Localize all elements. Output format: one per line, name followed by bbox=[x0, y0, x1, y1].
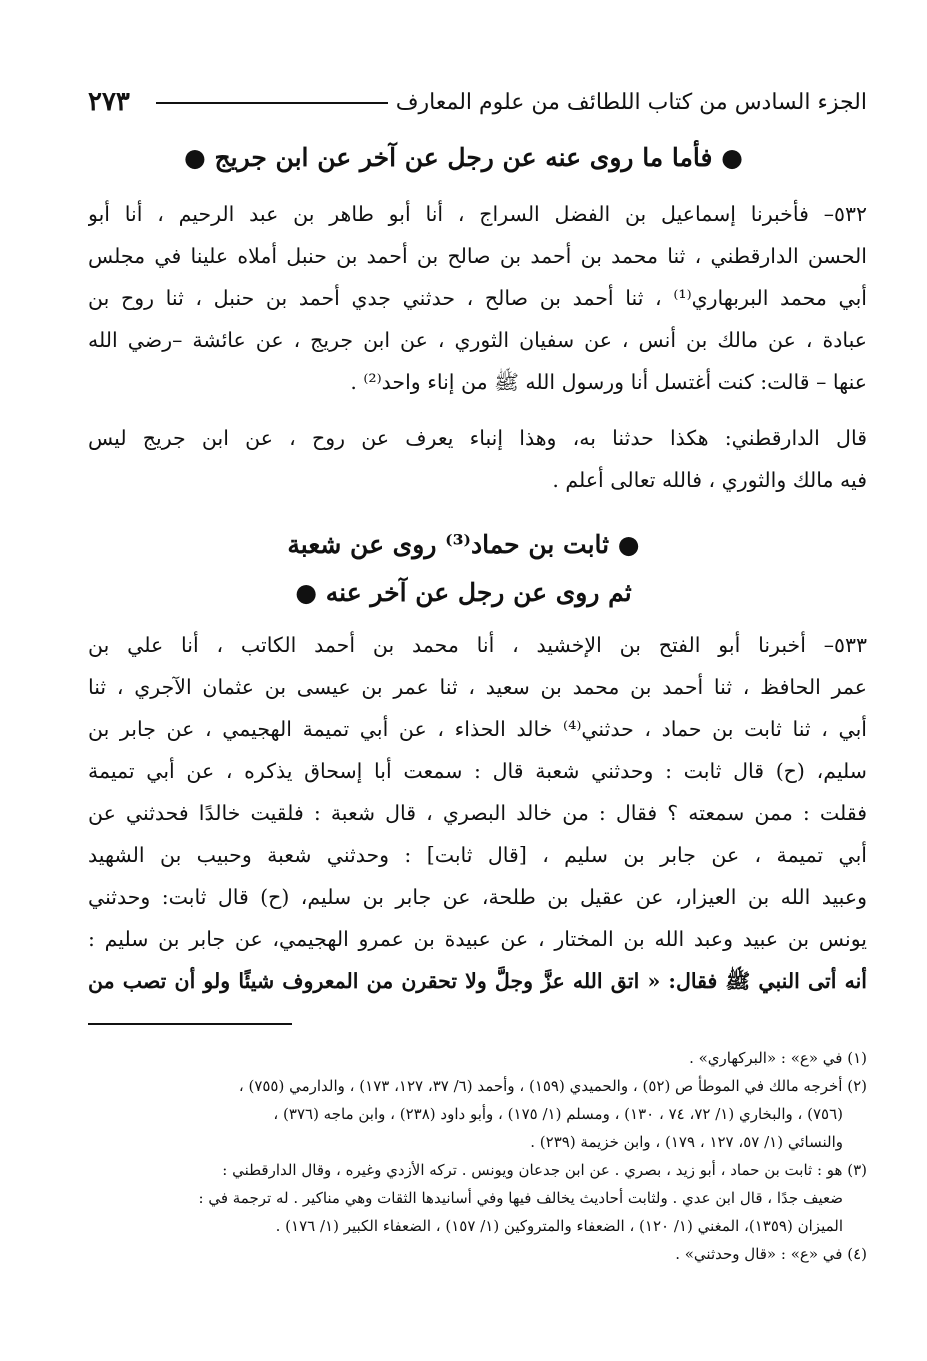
running-header bbox=[88, 82, 867, 122]
footnote-3-cont: الميزان (١٣٥٩)، المغني (١/ ١٢٠) ، الضعفاء والمتروكين (١/ ١٥٧) ، الضعفاء الكبير (١/ ١٧٦) . bbox=[275, 1217, 843, 1235]
footnote-4: (٤) في «ع» : «قال وحدثني» . bbox=[675, 1245, 867, 1263]
running-title: الجزء السادس من كتاب اللطائف من علوم المعارف bbox=[395, 89, 867, 115]
text-line: يونس بن عبيد وعبد الله بن المختار ، عن عبيدة بن عمرو الهجيمي، عن جابر بن سليم : bbox=[88, 927, 867, 951]
header-rule bbox=[156, 102, 388, 104]
footnote-2-cont: والنسائي (١/ ٥٧، ١٢٧ ، ١٧٩) ، وابن خزيمة (٢٣٩) . bbox=[530, 1133, 843, 1151]
text-line: فقلت : ممن سمعته ؟ فقال : من خالد البصري ، قال شعبة : فلقيت خالدًا فحدثني عن bbox=[88, 801, 867, 825]
text-line: فيه مالك والثوري ، فالله تعالى أعلم . bbox=[552, 468, 867, 492]
text-line: عنها – قالت: كنت أغتسل أنا ورسول الله ﷺ من إناء واحد⁽²⁾ . bbox=[350, 370, 867, 394]
text-line: أنه أتى النبي ﷺ فقال: « اتق الله عزَّ وجلَّ ولا تحقرن من المعروف شيئًا ولو أن تصب من bbox=[88, 969, 867, 993]
text-line: الحسن الدارقطني ، ثنا محمد بن أحمد بن صالح بن أحمد بن حنبل أملاه علينا في مجلس bbox=[88, 244, 867, 268]
text-line: وعبيد الله بن العيزار، عن عقيل بن طلحة، عن جابر بن سليم، (ح) قال ثابت: وحدثني bbox=[88, 885, 867, 909]
footnote-2-cont: (٧٥٦) ، والبخاري (١/ ٧٢، ٧٤ ، ١٣٠) ، ومسلم (١/ ١٧٥) ، وأبو داود (٢٣٨) ، وابن ماجه (٣٧٦) ، bbox=[273, 1105, 843, 1123]
text-line: ٥٣٢– فأخبرنا إسماعيل بن الفضل السراج ، أنا أبو طاهر بن عبد الرحيم ، أنا أبو bbox=[88, 202, 867, 226]
text-line: عبادة ، عن مالك بن أنس ، عن سفيان الثوري ، عن ابن جريج ، عن عائشة –رضي الله bbox=[88, 328, 867, 352]
hadith-532 bbox=[88, 193, 867, 403]
footnote-3-cont: ضعيف جدًا ، قال ابن عدي . ولثابت أحاديث يخالف فيها وفي أسانيدها الثقات وهي مناكير . له ترجمة في : bbox=[198, 1189, 843, 1207]
footnotes bbox=[88, 1044, 867, 1268]
section-heading-ibn-jurayj: ● فأما ما روى عنه عن رجل عن آخر عن ابن جريج ● bbox=[183, 143, 743, 172]
text-line: سليم، (ح) قال ثابت : وحدثني شعبة قال : سمعت أبا إسحاق يذكره ، عن أبي تميمة bbox=[88, 759, 867, 783]
text-line: ٥٣٣– أخبرنا أبو الفتح بن الإخشيد ، أنا محمد بن أحمد الكاتب ، أنا علي بن bbox=[88, 633, 867, 657]
text-line: أبي تميمة ، عن جابر بن سليم ، [قال ثابت] : وحدثني شعبة وحبيب بن الشهيد bbox=[88, 843, 867, 867]
footnote-3: (٣) هو : ثابت بن حماد ، أبو زيد ، بصري . عن ابن جدعان ويونس . تركه الأزدي وغيره ، وقال الدارقطني : bbox=[222, 1161, 867, 1179]
footnote-separator bbox=[88, 1023, 292, 1025]
footnote-1: (١) في «ع» : «البركهاري» . bbox=[689, 1049, 867, 1067]
daraqutni-comment bbox=[88, 417, 867, 501]
text-line: عمر الحافظ ، ثنا أحمد بن محمد بن سعيد ، ثنا عمر بن عيسى بن عثمان الآجري ، ثنا bbox=[88, 675, 867, 699]
section-heading-thabit-sub: ثم روى عن رجل عن آخر عنه ● bbox=[295, 578, 632, 607]
footnote-2: (٢) أخرجه مالك في الموطأ ص (٥٢) ، والحميدي (١٥٩) ، وأحمد (٦/ ٣٧، ١٢٧، ١٧٣) ، والدارمي (٧٥٥) ، bbox=[238, 1077, 867, 1095]
text-line: أبي محمد البربهاري⁽¹⁾ ، ثنا أحمد بن صالح ، حدثني جدي أحمد بن حنبل ، ثنا روح بن bbox=[88, 286, 867, 310]
text-line: أبي ، ثنا ثابت بن حماد ، حدثني⁽⁴⁾ خالد الحذاء ، عن أبي تميمة الهجيمي ، عن جابر بن bbox=[88, 717, 867, 741]
section-heading-thabit: ● ثابت بن حماد⁽³⁾ روى عن شعبة bbox=[287, 530, 640, 559]
text-line: قال الدارقطني: هكذا حدثنا به، وهذا إنباء يعرف عن روح ، عن ابن جريج ليس bbox=[88, 426, 867, 450]
hadith-533 bbox=[88, 624, 867, 1002]
page-number: ٢٧٣ bbox=[88, 87, 130, 117]
